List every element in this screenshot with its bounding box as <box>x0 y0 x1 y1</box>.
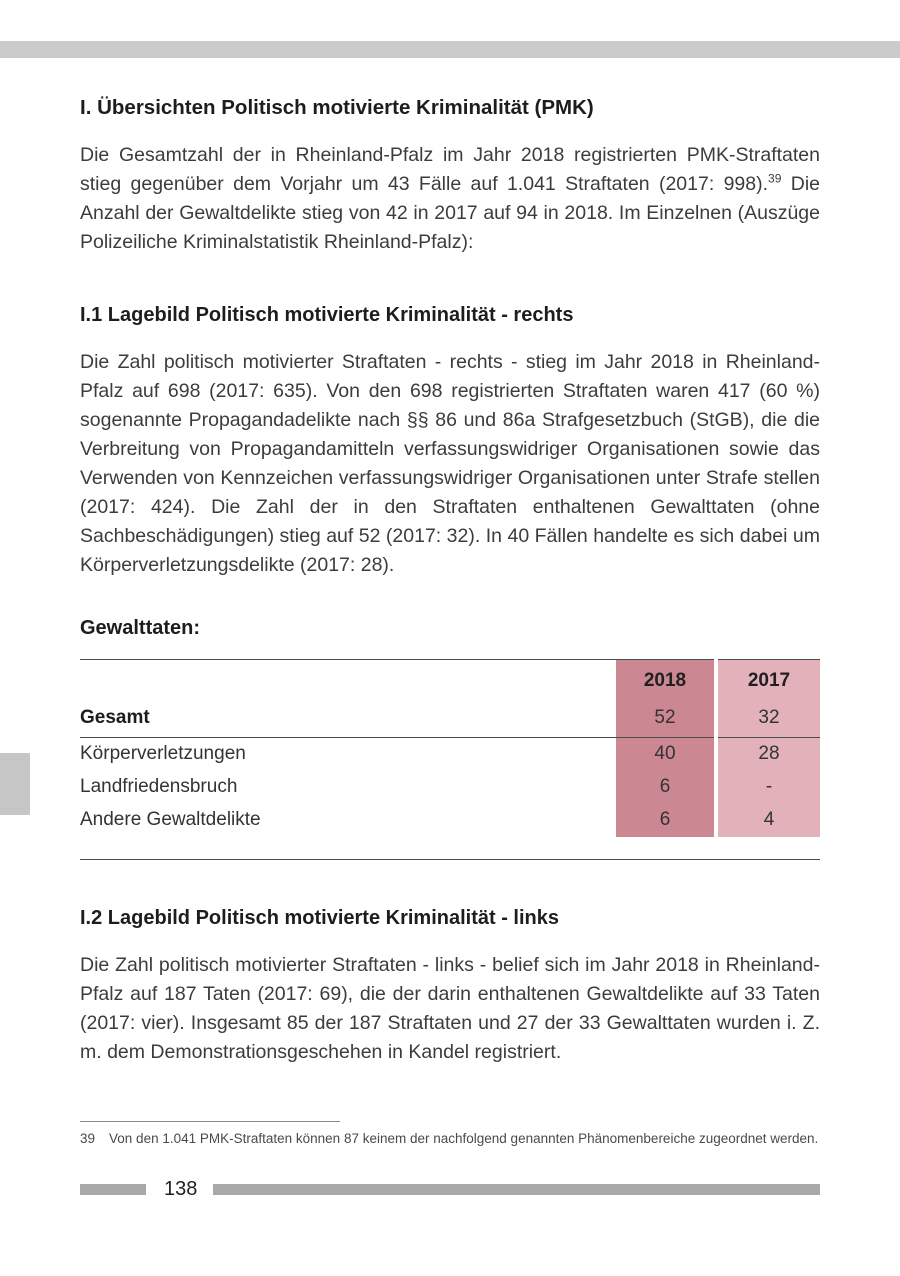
footnote <box>80 1130 820 1148</box>
row-label: Körperverletzungen <box>80 743 246 764</box>
page-edge-tab <box>0 753 30 815</box>
row-label: Andere Gewaltdelikte <box>80 809 261 830</box>
violence-table <box>80 659 820 837</box>
table-header-empty-cell <box>80 660 616 702</box>
paragraph-text-after-footnote: Die Anzahl der Gewaltdelikte stieg von 42 in 2017 auf 94 in 2018. Im Einzelnen (Auszüge Polizeiliche Kriminalstatistik Rheinland-Pfalz): <box>80 173 820 253</box>
table-bottom-rule <box>80 859 820 860</box>
paragraph-text-before-footnote: Die Gesamtzahl der in Rheinland-Pfalz im Jahr 2018 registrierten PMK-Straftaten stieg gegenüber dem Vorjahr um 43 Fälle auf 1.041 Straftaten (2017: 998). <box>80 144 820 195</box>
footnote-number: 39 <box>80 1131 96 1146</box>
violence-table-header-row <box>80 660 820 702</box>
page-footer <box>80 1178 820 1201</box>
footnote-rule <box>80 1121 340 1122</box>
footnote-text: Von den 1.041 PMK-Straftaten können 87 keinem der nachfolgend genannten Phänomenbereiche zugeordnet werden. <box>109 1131 819 1146</box>
page-content <box>80 58 820 1201</box>
footer-bar-right <box>213 1184 820 1195</box>
page-number: 138 <box>164 1178 198 1200</box>
footnote-ref-39: 39 <box>768 171 782 186</box>
table-header-2018: 2018 <box>616 660 716 702</box>
section-1-2-title: I.2 Lagebild Politisch motivierte Kriminalität - links <box>80 907 559 929</box>
section-1-1-paragraph: Die Zahl politisch motivierter Straftaten - rechts - stieg im Jahr 2018 in Rheinland-Pfalz auf 698 (2017: 635). Von den 698 registrierten Straftaten waren 417 (60 %) sogenannte Propagandadelikte nach §§ 86 und 86a Strafgesetzbuch (StGB), die die Verbreitung von Propagandamitteln verfassungswidriger Organisationen sowie das Verwenden von Kennzeichen verfassungswidriger Organisationen unter Strafe stellen (2017: 424). Die Zahl der in den Straftaten enthaltenen Gewalttaten (ohne Sachbeschädigungen) stieg auf 52 (2017: 32). In 40 Fällen handelte es sich dabei um Körperverletzungsdelikte (2017: 28). <box>80 351 820 576</box>
table-row-landfriedensbruch <box>80 771 820 804</box>
table-row-gesamt <box>80 701 820 738</box>
section-1-1-title: I.1 Lagebild Politisch motivierte Kriminalität - rechts <box>80 304 574 326</box>
section-1-title: I. Übersichten Politisch motivierte Kriminalität (PMK) <box>80 96 594 119</box>
violence-table-caption: Gewalttaten: <box>80 617 201 639</box>
section-1-2-paragraph: Die Zahl politisch motivierter Straftaten - links - belief sich im Jahr 2018 in Rheinland-Pfalz auf 187 Taten (2017: 69), die der darin enthaltenen Gewaltdelikte auf 33 Taten (2017: vier). Insgesamt 85 der 187 Straftaten und 27 der 33 Gewalttaten wurden i. Z. m. dem Demonstrationsgeschehen in Kandel registriert. <box>80 954 820 1063</box>
row-value-2018: 6 <box>616 771 716 804</box>
row-value-2018: 6 <box>616 804 716 837</box>
row-value-2017: 28 <box>716 738 820 772</box>
row-label: Gesamt <box>80 701 616 738</box>
table-header-2017: 2017 <box>716 660 820 702</box>
row-value-2017: 32 <box>716 701 820 738</box>
table-row-koerperverletzungen <box>80 738 820 772</box>
row-value-2018: 52 <box>616 701 716 738</box>
row-label: Landfriedensbruch <box>80 776 238 797</box>
page-top-bar <box>0 41 900 58</box>
table-row-andere-gewaltdelikte <box>80 804 820 837</box>
row-value-2018: 40 <box>616 738 716 772</box>
footer-bar-left <box>80 1184 146 1195</box>
section-1-paragraph <box>80 141 820 257</box>
row-value-2017: 4 <box>716 804 820 837</box>
row-value-2017: - <box>716 771 820 804</box>
